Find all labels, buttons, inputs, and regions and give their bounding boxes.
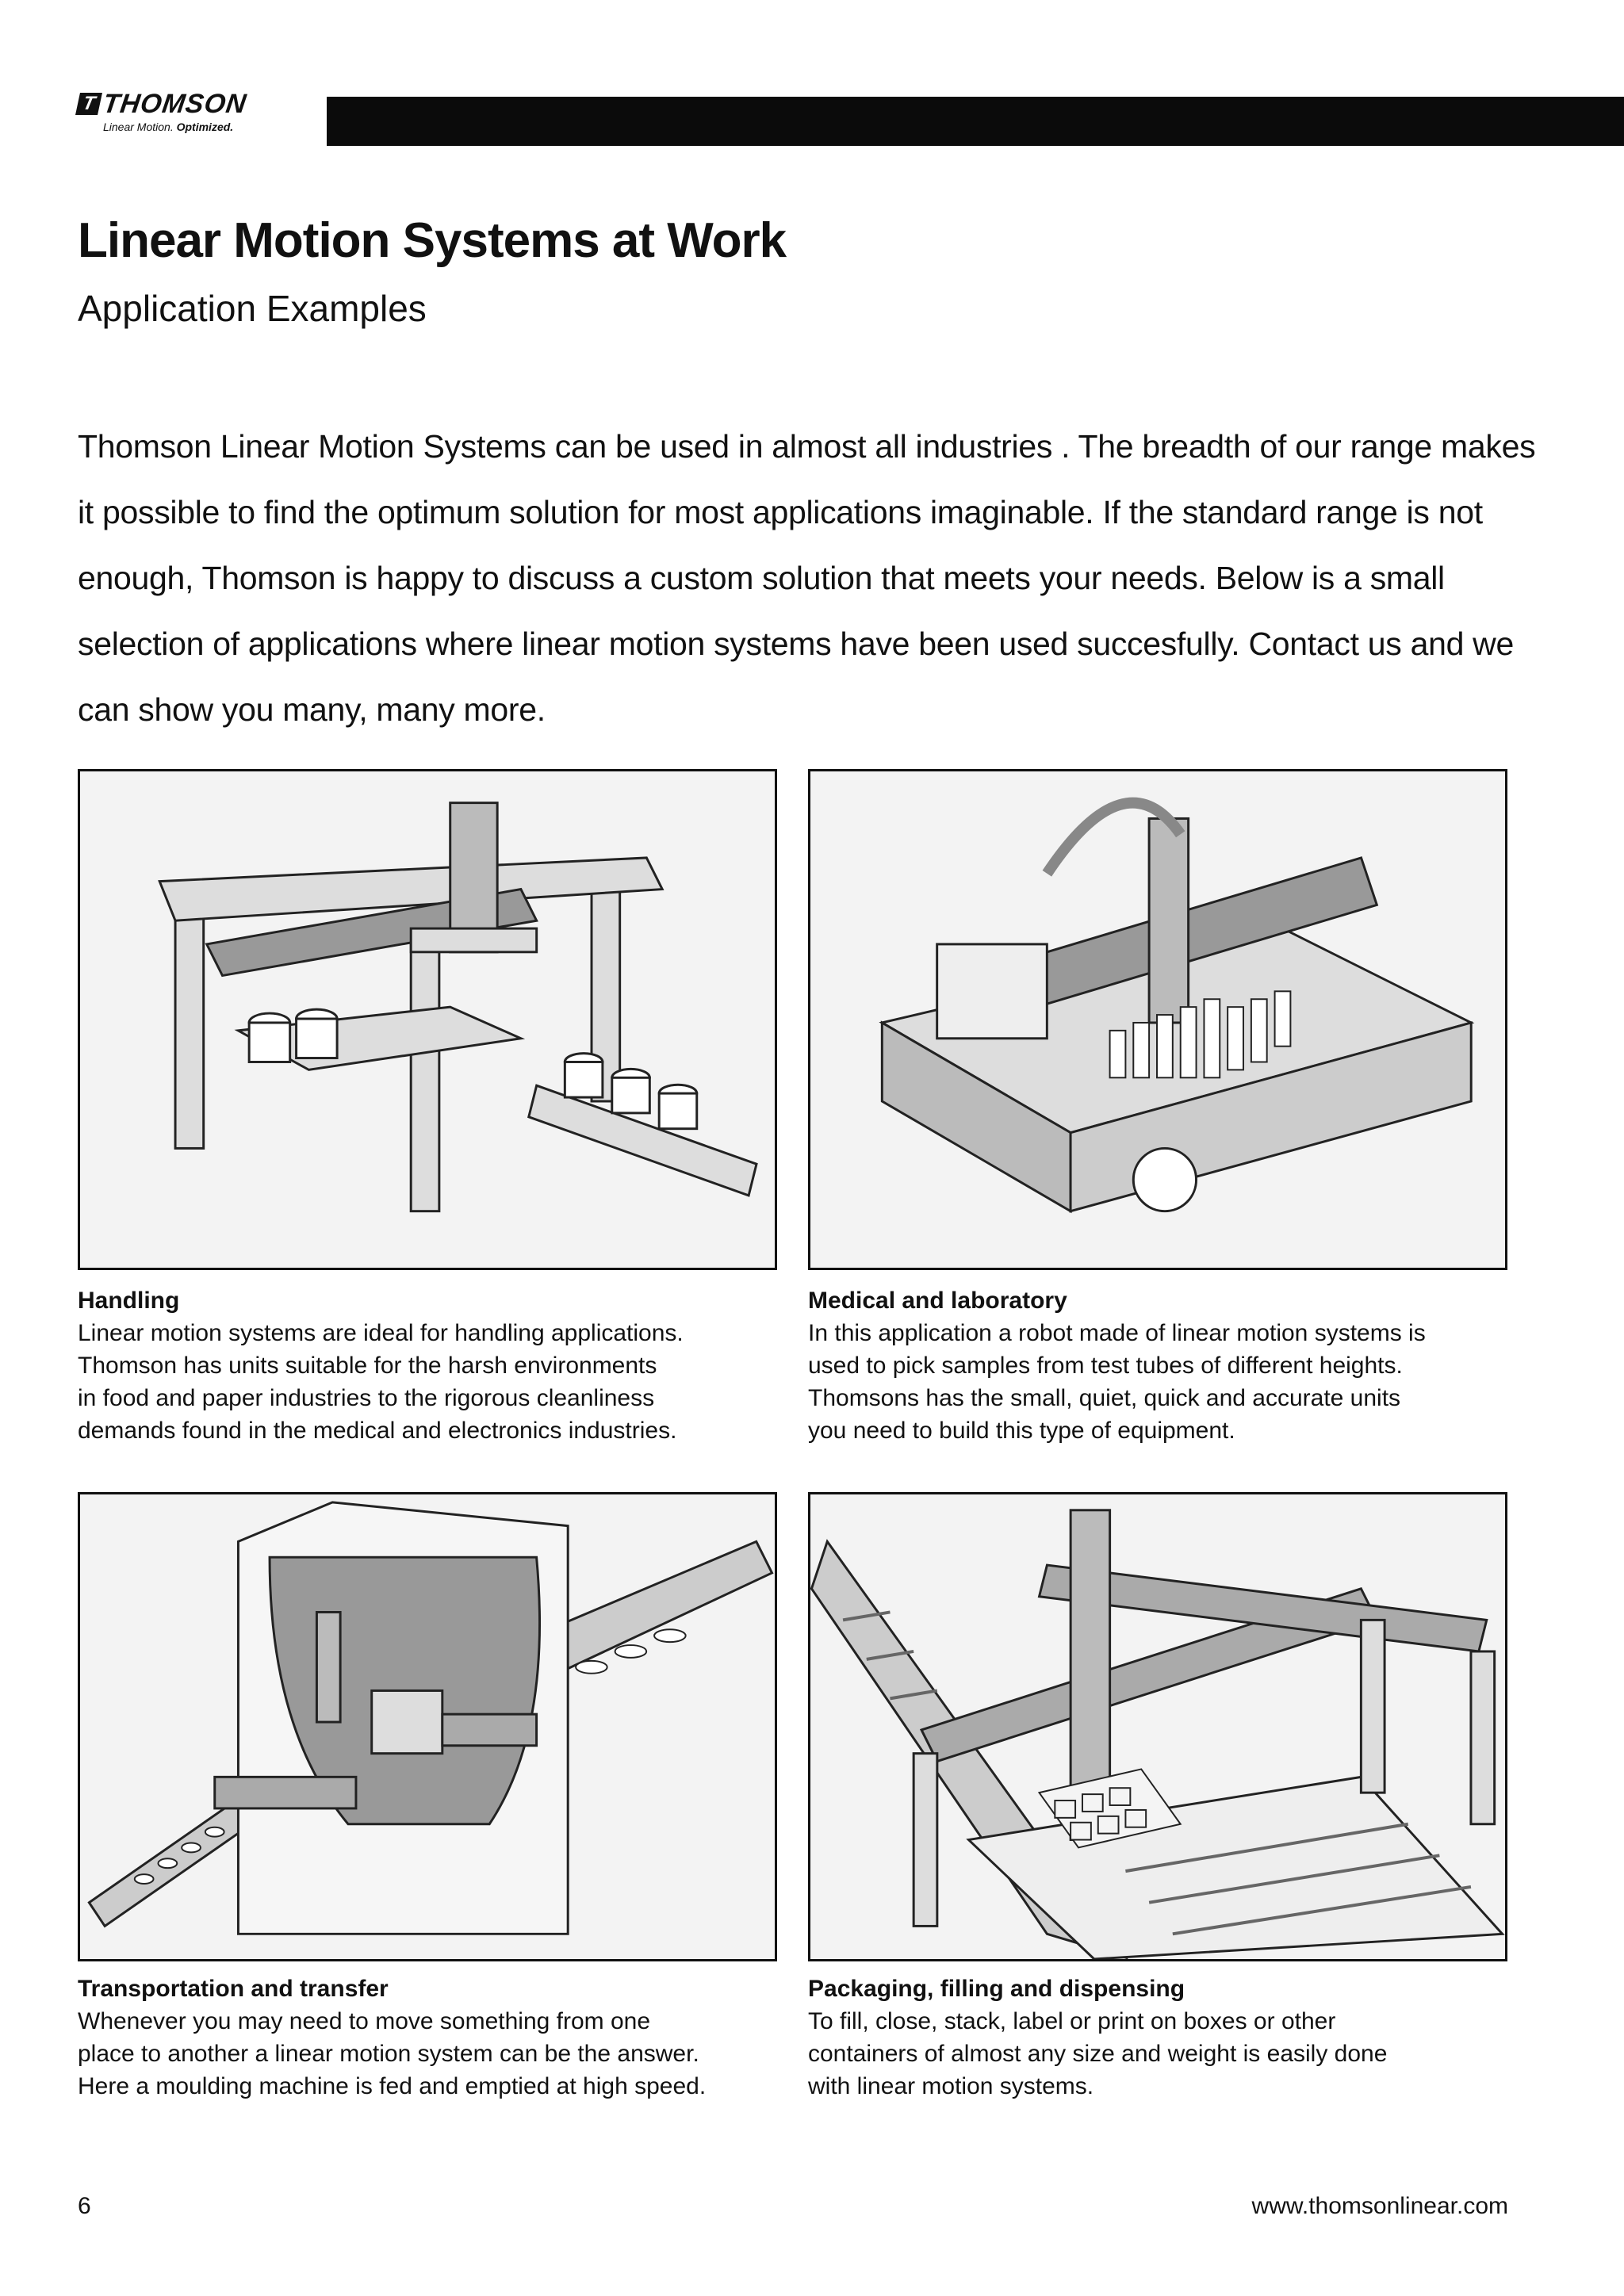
caption-body: To fill, close, stack, label or print on boxes or other containers of almost any size and weight is easily done with linear motion systems.: [808, 2008, 1388, 2099]
packaging-caption: [808, 1973, 1522, 2103]
logo-mark: [78, 89, 284, 119]
header-bar: [327, 97, 1624, 146]
caption-title: Handling: [78, 1288, 180, 1314]
intro-paragraph: Thomson Linear Motion Systems can be used in almost all industries . The breadth of our range makes it possible to find the optimum solution for most applications imaginable. If the standard range is not enough, Thomson is happy to discuss a custom solution that meets your needs. Below is a small selection of applications where linear motion systems have been used succesfully. Contact us and we can show you many, many more.: [78, 428, 1536, 728]
moulding-machine-icon: [80, 1494, 775, 1959]
logo-tagline: Linear Motion. Optimized.: [103, 121, 234, 133]
website-url: www.thomsonlinear.com: [1251, 2193, 1508, 2219]
gantry-robot-icon: [80, 771, 775, 1268]
caption-title: Transportation and transfer: [78, 1976, 389, 2002]
lab-robot-icon: [810, 771, 1505, 1268]
caption-title: Medical and laboratory: [808, 1288, 1067, 1314]
thomson-logo: [78, 89, 284, 147]
caption-title: Packaging, filling and dispensing: [808, 1976, 1185, 2002]
logo-text: THOMSON: [101, 89, 249, 119]
page-subtitle: Application Examples: [78, 288, 427, 329]
transportation-caption: [78, 1973, 791, 2103]
handling-illustration: [78, 769, 777, 1270]
packaging-illustration: [808, 1492, 1507, 1961]
caption-body: Whenever you may need to move something from one place to another a linear motion system can be the answer. Here a moulding machine is fed and emptied at high speed.: [78, 2008, 707, 2099]
caption-body: In this application a robot made of linear motion systems is used to pick samples from test tubes of different heights. Thomsons has the small, quiet, quick and accurate units you need to build this type of equipment.: [808, 1320, 1426, 1444]
logo-icon: T: [75, 93, 102, 115]
medical-illustration: [808, 769, 1507, 1270]
medical-caption: [808, 1284, 1522, 1447]
handling-caption: [78, 1284, 791, 1447]
transportation-illustration: [78, 1492, 777, 1961]
page-number: 6: [78, 2193, 91, 2219]
caption-body: Linear motion systems are ideal for handling applications. Thomson has units suitable for the harsh environments in food and paper industries to the rigorous cleanliness demands found in the medical and electronics industries.: [78, 1320, 684, 1444]
page-title: Linear Motion Systems at Work: [78, 213, 787, 268]
packaging-robot-icon: [810, 1494, 1505, 1959]
